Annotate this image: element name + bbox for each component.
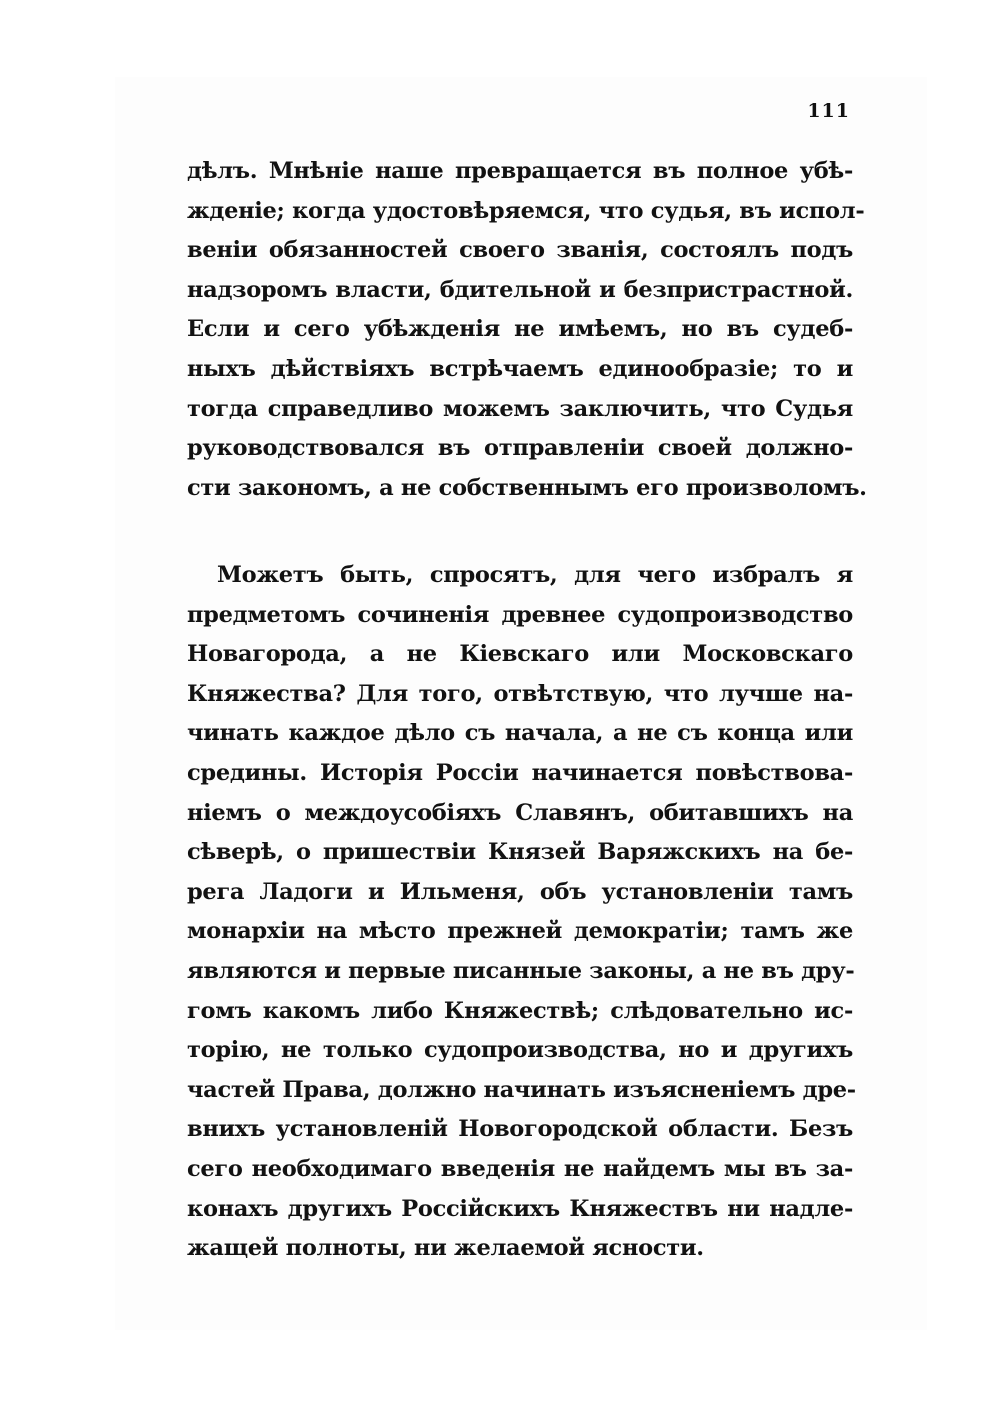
- text-line: ныхъ дѣйствіяхъ встрѣчаемъ единообразіе; то и: [187, 355, 853, 382]
- text-line: тогда справедливо можемъ заключить, что Судья: [187, 395, 853, 422]
- text-line: надзоромъ власти, бдительной и безпристрастной.: [187, 276, 853, 303]
- text-line: руководствовался въ отправленіи своей должно-: [187, 435, 853, 462]
- text-line: Новагорода, а не Кіевскаго или Московскаго: [187, 641, 853, 668]
- text-line: монархіи на мѣсто прежней демократіи; тамъ же: [187, 918, 853, 945]
- text-line: жащей полноты, ни желаемой ясности.: [187, 1235, 704, 1262]
- paragraph-2: [187, 556, 856, 1269]
- text-line: торію, не только судопроизводства, но и другихъ: [187, 1037, 853, 1064]
- text-line: дѣлъ. Мнѣніе наше превращается въ полное убѣ-: [187, 158, 853, 184]
- text-line: Можетъ быть, спросятъ, для чего избралъ я: [217, 562, 853, 588]
- text-line: рега Ладоги и Ильменя, объ установленіи тамъ: [187, 878, 853, 905]
- text-line: жденіе; когда удостовѣряемся, что судья, въ испол-: [187, 197, 865, 224]
- text-line: сего необходимаго введенія не найдемъ мы въ за-: [187, 1155, 853, 1182]
- text-line: конахъ другихъ Россійскихъ Княжествъ ни надле-: [187, 1195, 853, 1222]
- text-line: Если и сего убѣжденія не имѣемъ, но въ судеб-: [187, 316, 853, 343]
- text-line: Княжества? Для того, отвѣтствую, что лучше на-: [187, 680, 853, 707]
- page-number: 111: [807, 100, 850, 122]
- text-line: ніемъ о междоусобіяхъ Славянъ, обитавшихъ на: [187, 799, 853, 826]
- text-line: сѣверѣ, о пришествіи Князей Варяжскихъ на бе-: [187, 839, 853, 866]
- text-line: чинать каждое дѣло съ начала, а не съ конца или: [187, 720, 853, 747]
- text-line: гомъ какомъ либо Княжествѣ; слѣдовательно ис-: [187, 997, 853, 1024]
- text-line: веніи обязанностей своего званія, состоялъ подъ: [187, 237, 853, 264]
- text-line: средины. Исторія Россіи начинается повѣствова-: [187, 759, 853, 786]
- text-line: сти закономъ, а не собственнымъ его произволомъ.: [187, 474, 867, 501]
- text-line: являются и первые писанные законы, а не въ дру-: [187, 957, 855, 984]
- text-line: частей Права, должно начинать изъясненіемъ дре-: [187, 1076, 856, 1103]
- text-line: внихъ установленій Новогородской области. Безъ: [187, 1116, 853, 1143]
- paragraph-1: [187, 152, 867, 508]
- text-line: предметомъ сочиненія древнее судопроизводство: [187, 601, 853, 628]
